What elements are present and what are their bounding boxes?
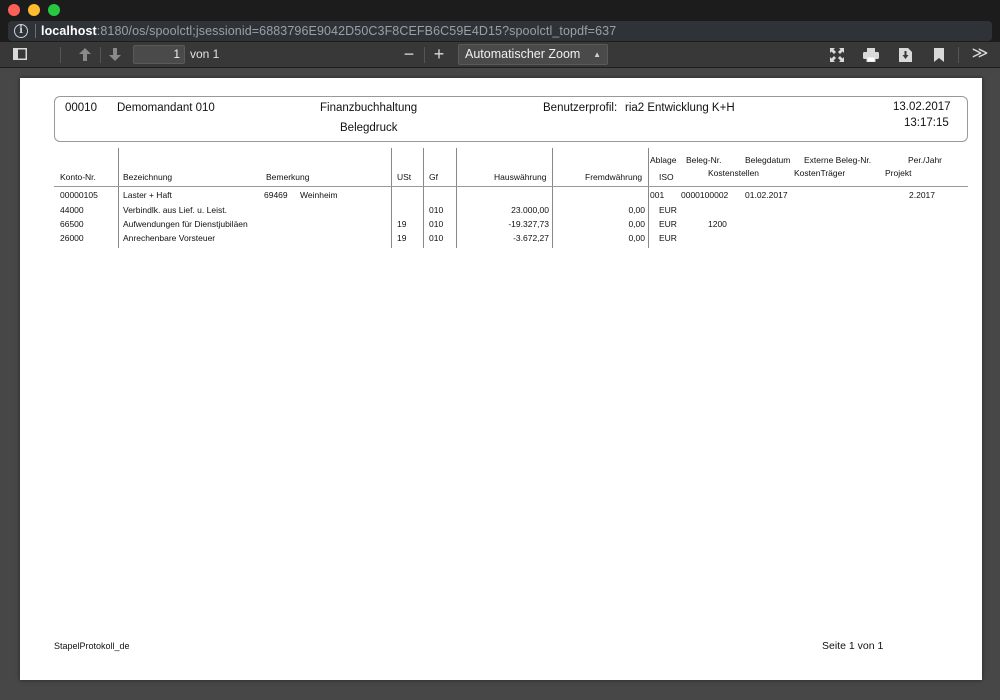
zoom-in-button[interactable] (430, 42, 448, 66)
arrow-down-icon (109, 48, 121, 61)
minimize-window-button[interactable] (28, 4, 40, 16)
cell-bezeichnung: Aufwendungen für Dienstjubiläen (123, 219, 248, 229)
mandant-name: Demomandant 010 (117, 102, 215, 114)
col-header-ablage: Ablage (650, 155, 677, 165)
mandant-number: 00010 (65, 102, 97, 114)
document-viewer[interactable] (0, 68, 1000, 700)
col-header-per-jahr: Per./Jahr (908, 155, 943, 165)
cell-bezeichnung: Laster + Haft (123, 190, 172, 200)
page-count-label: von 1 (190, 47, 220, 61)
footer-page-info: Seite 1 von 1 (822, 640, 884, 652)
col-header-externe-belegnr: Externe Beleg-Nr. (804, 155, 872, 165)
cell-hauswaehrung: -3.672,27 (513, 233, 549, 243)
report-time: 13:17:15 (904, 117, 949, 129)
zoom-select[interactable] (458, 44, 608, 65)
col-header-projekt: Projekt (885, 168, 912, 178)
fullscreen-icon (830, 48, 844, 62)
cell-iso: EUR (659, 205, 677, 215)
zoom-out-button[interactable] (400, 42, 418, 66)
cell-hauswaehrung: -19.327,73 (508, 219, 549, 229)
header-underline (54, 186, 968, 187)
cell-bezeichnung: Verbindlk. aus Lief. u. Leist. (123, 205, 227, 215)
profile-value: ria2 Entwicklung K+H (625, 102, 735, 114)
cell-konto: 44000 (60, 205, 84, 215)
close-window-button[interactable] (8, 4, 20, 16)
cell-fremdwaehrung: 0,00 (628, 233, 645, 243)
cell-ablage: 001 (650, 190, 665, 200)
col-header-fremdwaehrung: Fremdwährung (585, 172, 643, 182)
column-divider (456, 148, 457, 248)
download-icon (899, 48, 912, 62)
window-titlebar (0, 0, 1000, 20)
bookmark-icon (934, 48, 944, 62)
cell-iso: EUR (659, 219, 677, 229)
cell-bemerkung-ort: Weinheim (300, 190, 338, 200)
col-header-hauswaehrung: Hauswährung (494, 172, 547, 182)
column-divider (552, 148, 553, 248)
pdf-page (20, 78, 982, 680)
url-field[interactable] (8, 21, 992, 41)
document-type: Belegdruck (340, 122, 398, 134)
cell-gf: 010 (429, 233, 444, 243)
url-separator (35, 24, 36, 38)
cell-per-jahr: 2.2017 (909, 190, 935, 200)
col-header-belegdatum: Belegdatum (745, 155, 791, 165)
url-text[interactable] (41, 24, 616, 38)
sidebar-toggle-button[interactable] (10, 42, 30, 67)
cell-bezeichnung: Anrechenbare Vorsteuer (123, 233, 216, 243)
arrow-up-icon (79, 48, 91, 61)
col-header-bemerkung: Bemerkung (266, 172, 310, 182)
cell-ust: 19 (397, 219, 407, 229)
cell-belegdatum: 01.02.2017 (745, 190, 788, 200)
report-date: 13.02.2017 (893, 101, 951, 113)
cell-gf: 010 (429, 219, 444, 229)
report-header-box (54, 96, 968, 142)
zoom-window-button[interactable] (48, 4, 60, 16)
tools-menu-button[interactable] (968, 42, 992, 66)
column-divider (423, 148, 424, 248)
col-header-iso: ISO (659, 172, 674, 182)
print-button[interactable] (862, 42, 880, 69)
plus-icon: + (433, 44, 445, 64)
cell-fremdwaehrung: 0,00 (628, 205, 645, 215)
cell-konto: 26000 (60, 233, 84, 243)
download-button[interactable] (896, 42, 914, 69)
cell-ust: 19 (397, 233, 407, 243)
col-header-ust: USt (397, 172, 412, 182)
cell-gf: 010 (429, 205, 444, 215)
column-divider (118, 148, 119, 248)
cell-fremdwaehrung: 0,00 (628, 219, 645, 229)
col-header-belegnr: Beleg-Nr. (686, 155, 722, 165)
col-header-kostentraeger: KostenTräger (794, 168, 846, 178)
cell-hauswaehrung: 23.000,00 (511, 205, 549, 215)
printer-icon (863, 48, 879, 62)
col-header-kostenstellen: Kostenstellen (708, 168, 760, 178)
bookmark-button[interactable] (930, 42, 948, 69)
col-header-gf: Gf (429, 172, 438, 182)
url-host: localhost (41, 24, 97, 38)
col-header-konto: Konto-Nr. (60, 172, 96, 182)
cell-iso: EUR (659, 233, 677, 243)
pdf-toolbar (0, 42, 1000, 68)
double-chevron-right-icon: ≫ (971, 45, 989, 62)
footer-report-name: StapelProtokoll_de (54, 641, 130, 651)
page-number-input[interactable]: 1 (133, 45, 185, 64)
minus-icon: − (403, 44, 415, 64)
presentation-mode-button[interactable] (828, 42, 846, 69)
address-bar (0, 20, 1000, 42)
info-icon[interactable]: i (14, 24, 28, 38)
profile-label: Benutzerprofil: (543, 102, 618, 114)
next-page-button[interactable] (105, 42, 125, 68)
cell-konto: 66500 (60, 219, 84, 229)
column-divider (391, 148, 392, 248)
cell-kostenstelle: 1200 (708, 219, 727, 229)
column-divider (648, 148, 649, 248)
url-path: :8180/os/spoolctl;jsessionid=6883796E9042D50C3F8CEFB6C59E4D15?spoolctl_topdf=637 (96, 24, 617, 38)
module-title: Finanzbuchhaltung (320, 102, 418, 114)
col-header-bezeichnung: Bezeichnung (123, 172, 173, 182)
previous-page-button[interactable] (75, 42, 95, 68)
sidebar-icon (13, 48, 27, 60)
cell-belegnr: 0000100002 (681, 190, 729, 200)
zoom-select-value: Automatischer Zoom (465, 47, 581, 61)
cell-bemerkung-nr: 69469 (264, 190, 288, 200)
chevron-updown-icon: ▲ (593, 50, 601, 59)
cell-konto: 00000105 (60, 190, 98, 200)
